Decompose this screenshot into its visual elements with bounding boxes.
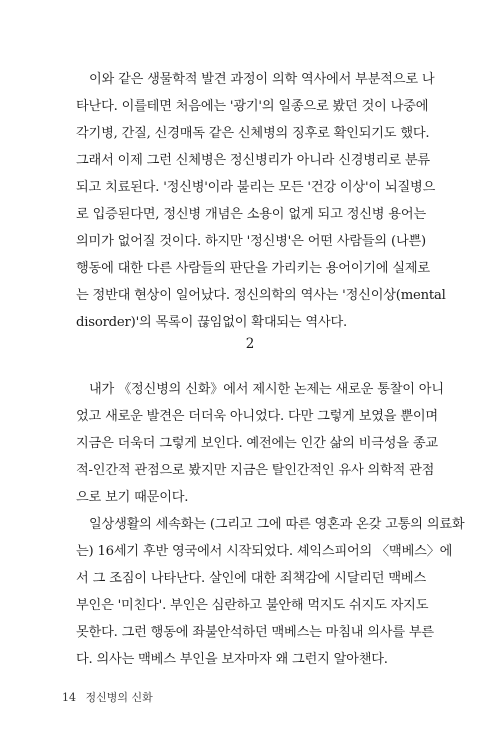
text-line: 각기병, 간질, 신경매독 같은 신체병의 징후로 확인되기도 했다. [76,126,430,141]
text-line: 이와 같은 생물학적 발견 과정이 의학 역사에서 부분적으로 나 [89,72,435,87]
text-line: 일상생활의 세속화는 (그리고 그에 따른 영혼과 온갖 고통의 의료화 [89,517,465,532]
text-line: disorder)'의 목록이 끊임없이 확대되는 역사다. [76,315,348,330]
paragraph-2 [76,376,444,511]
paragraph-3 [76,511,465,673]
text-line: 는) 16세기 후반 영국에서 시작되었다. 셰익스피어의 〈맥베스〉에 [76,544,453,559]
running-title: 정신병의 신화 [85,691,153,704]
text-line: 적-인간적 관점으로 봤지만 지금은 탈인간적인 유사 의학적 관점 [76,463,435,478]
text-line: 으로 보기 때문이다. [76,490,189,505]
text-line: 서 그 조짐이 나타난다. 살인에 대한 죄책감에 시달리던 맥베스 [76,571,426,586]
text-line: 는 정반대 현상이 일어났다. 정신의학의 역사는 '정신이상(mental [76,288,446,303]
paragraph-1 [76,66,446,336]
text-line: 었고 새로운 발견은 더더욱 아니었다. 다만 그렇게 보였을 뿐이며 [76,409,438,424]
page-footer [62,691,159,705]
text-line: 되고 치료된다. '정신병'이라 불리는 모든 '건강 이상'이 뇌질병으 [76,180,436,195]
text-line: 지금은 더욱더 그렇게 보인다. 예전에는 인간 삶의 비극성을 종교 [76,436,438,451]
text-line: 내가 《정신병의 신화》에서 제시한 논제는 새로운 통찰이 아니 [89,382,444,397]
text-line: 다. 의사는 맥베스 부인을 보자마자 왜 그런지 알아챈다. [76,652,388,667]
text-line: 행동에 대한 다른 사람들의 판단을 가리키는 용어이기에 실제로 [76,261,430,276]
page-number: 14 [62,691,76,704]
text-line: 부인은 '미친다'. 부인은 심란하고 불안해 먹지도 쉬지도 자지도 [76,598,429,613]
text-line: 의미가 없어질 것이다. 하지만 '정신병'은 어떤 사람들의 (나쁜) [76,234,426,249]
text-line: 그래서 이제 그런 신체병은 정신병리가 아니라 신경병리로 분류 [76,153,430,168]
text-line: 타난다. 이를테면 처음에는 '광기'의 일종으로 봤던 것이 나중에 [76,99,429,114]
section-number: 2 [245,336,255,352]
text-line: 못한다. 그런 행동에 좌불안석하던 맥베스는 마침내 의사를 부른 [76,625,434,640]
text-line: 로 입증된다면, 정신병 개념은 소용이 없게 되고 정신병 용어는 [76,207,426,222]
